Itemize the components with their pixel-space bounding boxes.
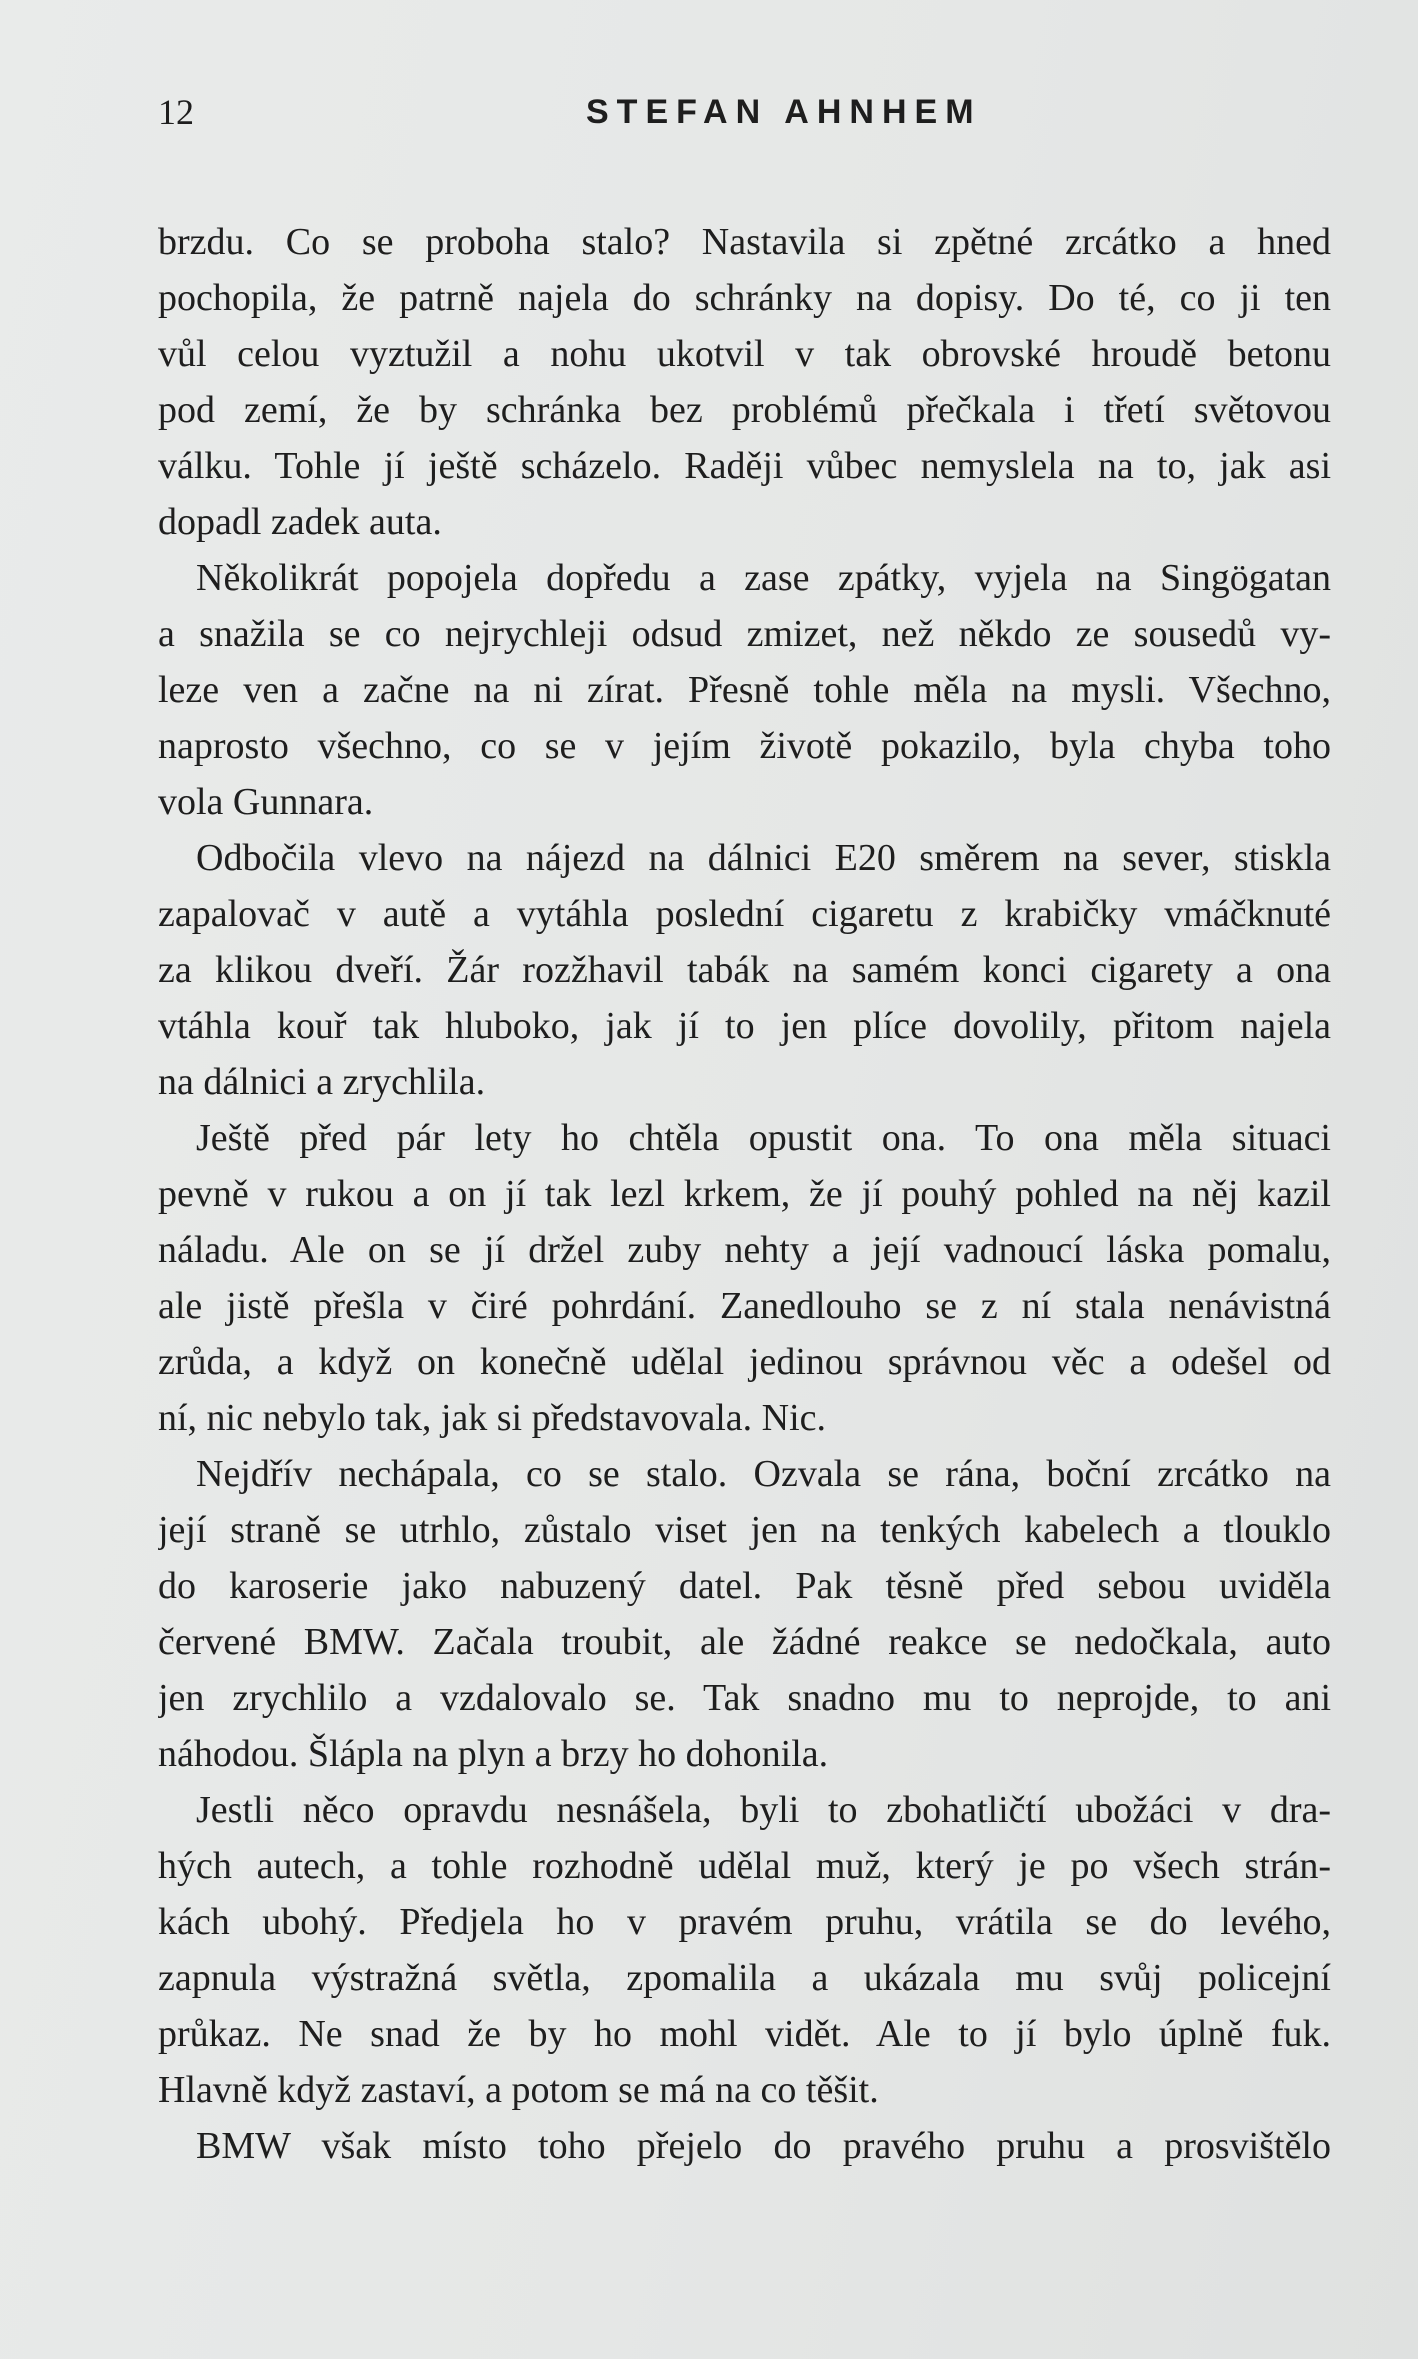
text-line: leze ven a začne na ni zírat. Přesně tohle měla na mysli. Všechno,: [158, 669, 1331, 711]
text-line: jen zrychlilo a vzdalovalo se. Tak snadno mu to neprojde, to ani: [158, 1677, 1331, 1719]
text-line: zrůda, a když on konečně udělal jedinou správnou věc a odešel od: [158, 1341, 1331, 1383]
text-line: naprosto všechno, co se v jejím životě pokazilo, byla chyba toho: [158, 725, 1331, 767]
text-line: do karoserie jako nabuzený datel. Pak těsně před sebou uviděla: [158, 1565, 1331, 1607]
text-line: zapnula výstražná světla, zpomalila a ukázala mu svůj policejní: [158, 1957, 1331, 1999]
text-line: náhodou. Šlápla na plyn a brzy ho dohonila.: [158, 1733, 829, 1775]
text-line: Několikrát popojela dopředu a zase zpátky, vyjela na Singögatan: [196, 557, 1331, 599]
text-line: náladu. Ale on se jí držel zuby nehty a její vadnoucí láska pomalu,: [158, 1229, 1331, 1271]
page-number: 12: [158, 92, 194, 132]
text-line: Ještě před pár lety ho chtěla opustit ona. To ona měla situaci: [196, 1117, 1331, 1159]
text-line: za klikou dveří. Žár rozžhavil tabák na samém konci cigarety a ona: [158, 949, 1331, 991]
text-line: a snažila se co nejrychleji odsud zmizet, než někdo ze sousedů vy-: [158, 613, 1331, 655]
text-line: průkaz. Ne snad že by ho mohl vidět. Ale to jí bylo úplně fuk.: [158, 2013, 1331, 2055]
text-line: hých autech, a tohle rozhodně udělal muž, který je po všech strán-: [158, 1845, 1331, 1887]
text-line: vůl celou vyztužil a nohu ukotvil v tak obrovské hroudě betonu: [158, 333, 1331, 375]
text-line: ní, nic nebylo tak, jak si představovala. Nic.: [158, 1397, 826, 1439]
text-line: Odbočila vlevo na nájezd na dálnici E20 směrem na sever, stiskla: [196, 837, 1331, 879]
text-line: na dálnici a zrychlila.: [158, 1061, 486, 1103]
text-line: pevně v rukou a on jí tak lezl krkem, že jí pouhý pohled na něj kazil: [158, 1173, 1331, 1215]
text-line: pochopila, že patrně najela do schránky na dopisy. Do té, co ji ten: [158, 277, 1331, 319]
text-line: ale jistě přešla v čiré pohrdání. Zanedlouho se z ní stala nenávistná: [158, 1285, 1331, 1327]
text-line: zapalovač v autě a vytáhla poslední cigaretu z krabičky vmáčknuté: [158, 893, 1331, 935]
text-line: kách ubohý. Předjela ho v pravém pruhu, vrátila se do levého,: [158, 1901, 1331, 1943]
text-line: vtáhla kouř tak hluboko, jak jí to jen plíce dovolily, přitom najela: [158, 1005, 1331, 1047]
text-line: brzdu. Co se proboha stalo? Nastavila si zpětné zrcátko a hned: [158, 221, 1331, 263]
text-line: dopadl zadek auta.: [158, 501, 442, 543]
text-line: její straně se utrhlo, zůstalo viset jen na tenkých kabelech a tlouklo: [158, 1509, 1331, 1551]
text-line: Nejdřív nechápala, co se stalo. Ozvala se rána, boční zrcátko na: [196, 1453, 1331, 1495]
text-line: válku. Tohle jí ještě scházelo. Raději vůbec nemyslela na to, jak asi: [158, 445, 1331, 487]
text-line: BMW však místo toho přejelo do pravého pruhu a prosvištělo: [196, 2125, 1331, 2167]
text-line: Hlavně když zastaví, a potom se má na co těšit.: [158, 2069, 879, 2111]
text-line: pod zemí, že by schránka bez problémů přečkala i třetí světovou: [158, 389, 1331, 431]
text-line: červené BMW. Začala troubit, ale žádné reakce se nedočkala, auto: [158, 1621, 1331, 1663]
text-line: Jestli něco opravdu nesnášela, byli to zbohatličtí ubožáci v dra-: [196, 1789, 1331, 1831]
body-text: [158, 214, 1331, 2174]
running-head-author: STEFAN AHNHEM: [586, 93, 982, 131]
text-line: vola Gunnara.: [158, 781, 374, 823]
